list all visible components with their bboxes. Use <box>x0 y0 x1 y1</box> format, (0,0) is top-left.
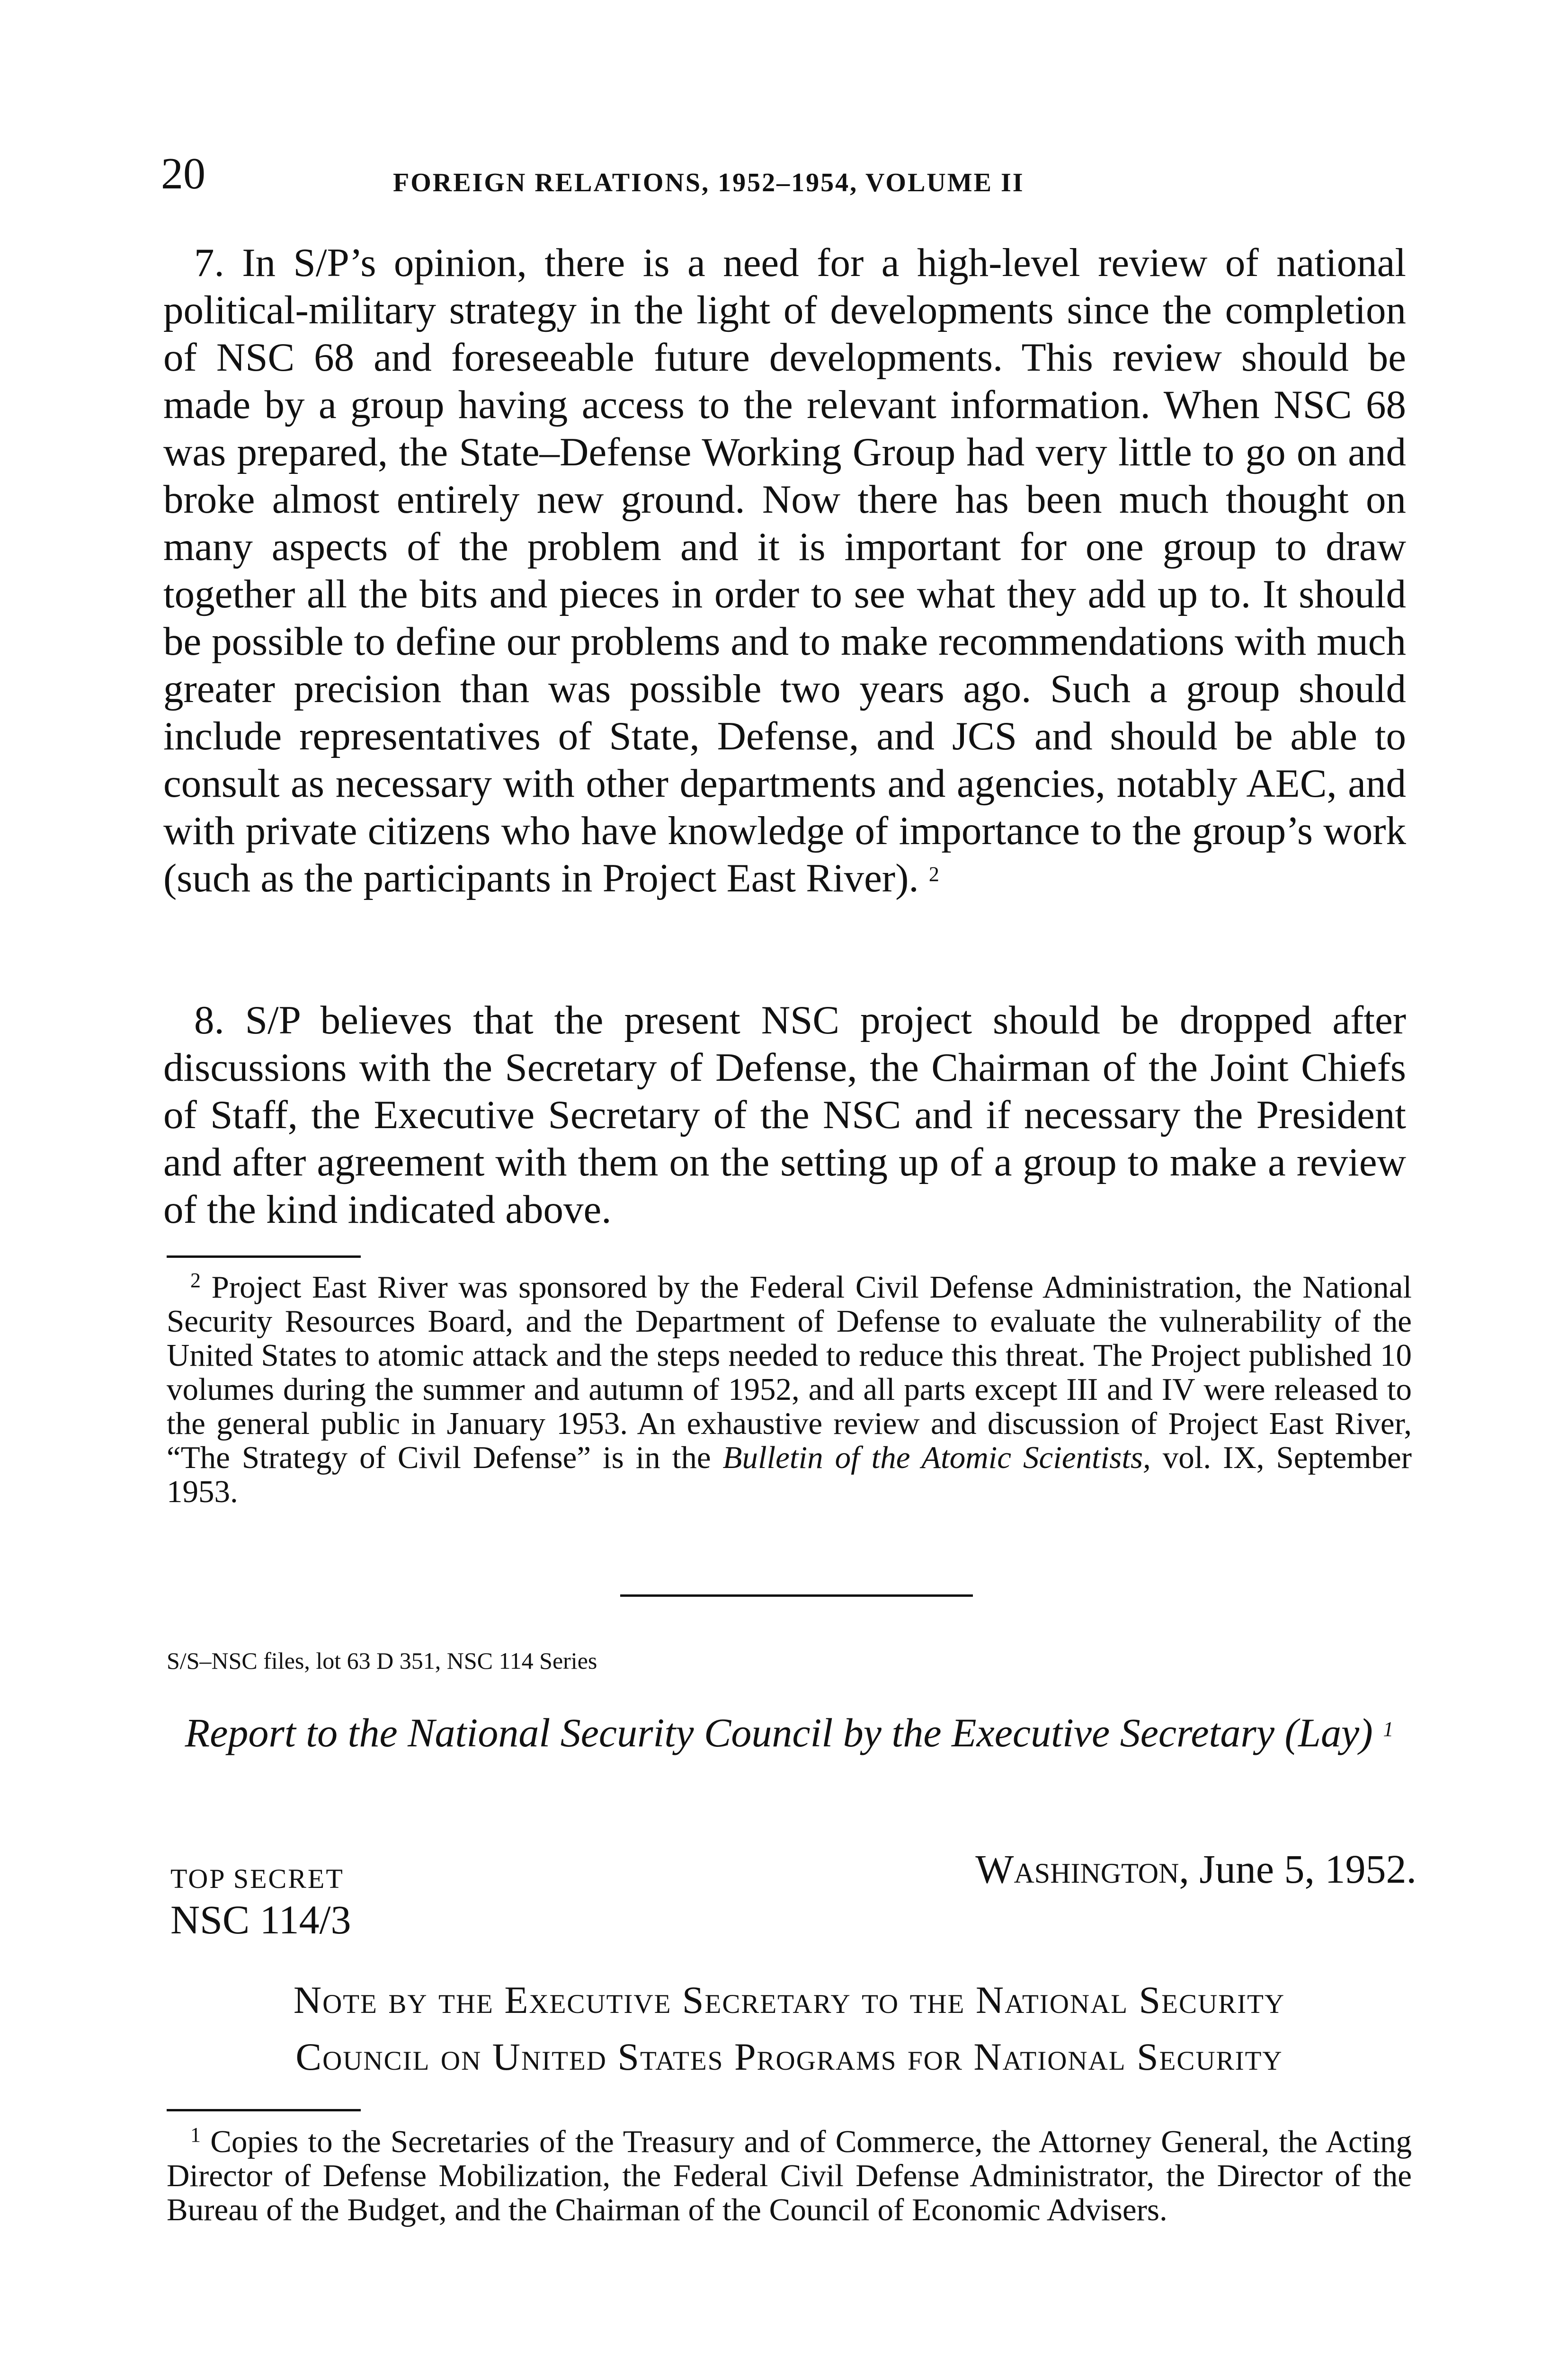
paragraph-7 <box>163 239 1406 902</box>
note-title-line-2: Council on United States Programs for National Security <box>295 2035 1283 2078</box>
footnote-ref-1[interactable]: 1 <box>1383 1717 1394 1741</box>
footnote-2-journal-title: Bulletin of the Atomic Scientists, <box>722 1440 1151 1475</box>
footnote-2-text: Project East River was sponsored by the Federal Civil Defense Administration, the National Security Resources Board, and the Department of Defense to evaluate the vulnerability of the United States to atomic attack and the steps needed to reduce this threat. The Project published 10 volumes during the summer and autumn of 1952, and all parts except III and IV were released to the general public in January 1953. An exhaustive review and discussion of Project East River, “The Strategy of Civil Defense” is in the <box>167 1270 1412 1475</box>
page-number: 20 <box>161 149 205 198</box>
paragraph-7-text: 7. In S/P’s opinion, there is a need for a high-level review of national political-military strategy in the light of developments since the completion of NSC 68 and foreseeable future developments. This review should be made by a group having access to the relevant information. When NSC 68 was prepared, the State–Defense Working Group had very little to go on and broke almost entirely new ground. Now there has been much thought on many aspects of the problem and it is important for one group to draw together all the bits and pieces in order to see what they add up to. It should be possible to define our problems and to make recommendations with much greater precision than was possible two years ago. Such a group should include representatives of State, Defense, and JCS and should be able to consult as necessary with other departments and agencies, notably AEC, and with private citizens who have knowledge of importance to the group’s work (such as the participants in Project East River). <box>163 240 1406 900</box>
note-title <box>167 1972 1412 2085</box>
paragraph-8-text: 8. S/P believes that the present NSC project should be dropped after discussions with the Secretary of Defense, the Chairman of the Joint Chiefs of Staff, the Executive Secretary of the NSC and if necessary the President and after agreement with them on the setting up of a group to make a review of the kind indicated above. <box>163 998 1406 1232</box>
dateline <box>975 1846 1417 1892</box>
footnote-2-marker: 2 <box>190 1269 201 1292</box>
footnote-2 <box>167 1270 1412 1509</box>
footnote-1-text: Copies to the Secretaries of the Treasury and of Commerce, the Attorney General, the Acting Director of Defense Mobilization, the Federal Civil Defense Administrator, the Director of the Bureau of the Budget, and the Chairman of the Council of Economic Advisers. <box>167 2124 1412 2227</box>
dateline-place: Washington <box>975 1846 1179 1892</box>
footnote-1-marker: 1 <box>190 2123 201 2146</box>
note-title-line-1: Note by the Executive Secretary to the National Security <box>293 1978 1285 2021</box>
footnote-2-text-end: vol. IX, September 1953. <box>167 1440 1412 1509</box>
footnote-1 <box>167 2125 1412 2227</box>
report-title <box>167 1709 1412 1756</box>
running-head: FOREIGN RELATIONS, 1952–1954, VOLUME II <box>393 168 1025 197</box>
source-note: S/S–NSC files, lot 63 D 351, NSC 114 Series <box>167 1647 597 1674</box>
document-number: NSC 114/3 <box>170 1897 351 1942</box>
paragraph-8 <box>163 997 1406 1233</box>
footnote-divider-bottom <box>167 2109 361 2111</box>
footnote-ref-2[interactable]: 2 <box>928 863 939 886</box>
classification-marking: TOP SECRET <box>170 1863 344 1894</box>
dateline-date: , June 5, 1952. <box>1179 1846 1417 1892</box>
section-divider <box>620 1594 973 1597</box>
report-title-text: Report to the National Security Council by the Executive Secretary (Lay) <box>185 1710 1373 1755</box>
footnote-divider <box>167 1255 361 1258</box>
